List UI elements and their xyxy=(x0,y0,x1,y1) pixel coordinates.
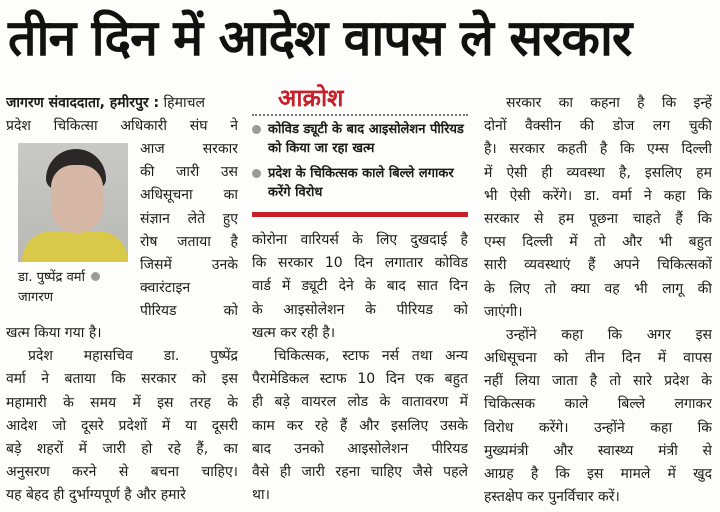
text-line: उन्होंने कहा कि अगर इस xyxy=(506,326,712,343)
text-line: के आइसोलेशन के पीरियड को xyxy=(252,301,468,318)
portrait-photo xyxy=(18,143,128,262)
dotted-divider xyxy=(252,114,468,116)
box-title: आक्रोश xyxy=(278,84,344,112)
text-line: सरकार का कहना है कि इन्हें xyxy=(506,95,712,111)
text-line: ही बड़े वायरल लोड के वातावरण में xyxy=(252,394,468,411)
text-line: सरकार से हम पूछना चाहते हैं कि xyxy=(484,210,712,227)
highlight-item xyxy=(252,164,468,202)
red-divider xyxy=(252,212,468,217)
text-line: अनुसरण करने से बचना चाहिए। xyxy=(6,464,238,481)
text-line: में ऐसी ही व्यवस्था है, इसलिए हम xyxy=(484,164,712,181)
highlight-item xyxy=(252,120,468,158)
text-line: चिकित्सक काले बिल्ले लगाकर xyxy=(484,396,712,413)
text-line: अधिसूचना का xyxy=(140,187,238,204)
text-line: बाद उनको आइसोलेशन पीरियड xyxy=(252,440,468,457)
caption-name: डा. पुष्पेंद्र वर्मा xyxy=(18,270,85,285)
text-line: आदेश जो दूसरे प्रदेशों में या दूसरी xyxy=(6,417,238,434)
bullet-dot-icon xyxy=(91,272,100,281)
photo-caption xyxy=(18,268,100,308)
byline-block xyxy=(6,92,238,138)
headline: तीन दिन में आदेश वापस ले सरकार xyxy=(8,9,632,67)
text-line: जिसमें उनके xyxy=(140,256,238,273)
text-line: है। सरकार कहती है कि एम्स दिल्ली xyxy=(484,141,712,158)
text-line: जाएंगी। xyxy=(484,303,523,320)
text-line: मुख्यमंत्री और स्वास्थ्य मंत्री से xyxy=(484,442,712,459)
text-line: प्रदेश चिकित्सा अधिकारी संघ ने xyxy=(6,118,238,135)
text-line: आज सरकार xyxy=(140,141,238,157)
text-line: यह बेहद ही दुर्भाग्यपूर्ण है और हमारे xyxy=(6,487,186,504)
text-line: वर्मा ने बताया कि सरकार को इस xyxy=(6,371,238,388)
text-line: खत्म किया गया है। xyxy=(6,325,102,341)
text-line: क्वारंटाइन xyxy=(140,280,191,297)
text-line: रोष जताया है xyxy=(140,233,238,250)
byline: जागरण संवाददाता, हमीरपुर : xyxy=(6,95,160,111)
highlight-bullets xyxy=(252,120,468,208)
text-line: था। xyxy=(252,487,270,504)
text-line: चिकित्सक, स्टाफ नर्स तथा अन्य xyxy=(274,347,468,364)
text-line: काम कर रहे हैं और इसलिए उसके xyxy=(252,417,468,434)
narrow-text xyxy=(140,138,238,324)
text-line: के लिए तो क्या वह भी लागू की xyxy=(484,280,712,297)
text-line: वार्ड में ड्यूटी देने के बाद सात दिन xyxy=(252,278,468,295)
text-line: प्रदेश महासचिव डा. पुष्पेंद्र xyxy=(28,348,238,365)
bullet-dot-icon xyxy=(252,169,261,178)
text-line: पीरियड को xyxy=(140,303,238,320)
caption-credit: जागरण xyxy=(18,290,54,305)
right-column-text xyxy=(484,92,712,509)
text-line: सारी व्यवस्थाएं हैं अपने चिकित्सकों xyxy=(484,257,712,274)
text-line: दोनों वैक्सीन की डोज लग चुकी xyxy=(484,118,712,135)
text-line: कि सरकार 10 दिन लगातार कोविड xyxy=(252,255,468,272)
bullet-dot-icon xyxy=(252,125,261,134)
text-line: बड़े शहरों में जारी हो रहे हैं, का xyxy=(6,440,238,457)
text-line: एम्स दिल्ली में तो और भी बहुत xyxy=(484,234,712,251)
text-line: विरोध करेंगे। उन्होंने कहा कि xyxy=(484,419,712,436)
text-line: भी ऐसी करेंगे। डा. वर्मा ने कहा कि xyxy=(484,187,712,204)
byline-rest: हिमाचल xyxy=(159,95,205,111)
text-line: हस्तक्षेप कर पुनर्विचार करें। xyxy=(484,489,620,506)
text-line: आग्रह है कि इस मामले में खुद xyxy=(484,466,712,482)
middle-column-text xyxy=(252,229,468,507)
text-line: पैरामेडिकल स्टाफ 10 दिन एक बहुत xyxy=(252,371,468,388)
text-line: कोरोना वारियर्स के लिए दुखदाई है xyxy=(252,232,468,248)
photo-shirt xyxy=(22,231,128,262)
text-line: की जारी उस xyxy=(140,164,238,181)
text-line: अधिसूचना को तीन दिन में वापस xyxy=(484,350,712,367)
highlight-text: कोविड ड्यूटी के बाद आइसोलेशन पीरियड को किया जा रहा खत्म xyxy=(268,122,464,156)
text-line: महामारी के समय में इस तरह के xyxy=(6,394,238,411)
highlight-text: प्रदेश के चिकित्सक काले बिल्ले लगाकर करेंगे विरोध xyxy=(268,166,454,200)
text-line: संज्ञान लेते हुए xyxy=(140,210,238,227)
text-line: नहीं लिया जाता है तो सारे प्रदेश के xyxy=(484,373,712,390)
left-column-text xyxy=(6,322,238,508)
text-line: खत्म कर रही है। xyxy=(252,324,336,341)
photo-face xyxy=(51,165,103,233)
byline-line xyxy=(6,92,238,115)
text-line: वैसे ही जारी रहना चाहिए जैसे पहले xyxy=(252,463,468,480)
